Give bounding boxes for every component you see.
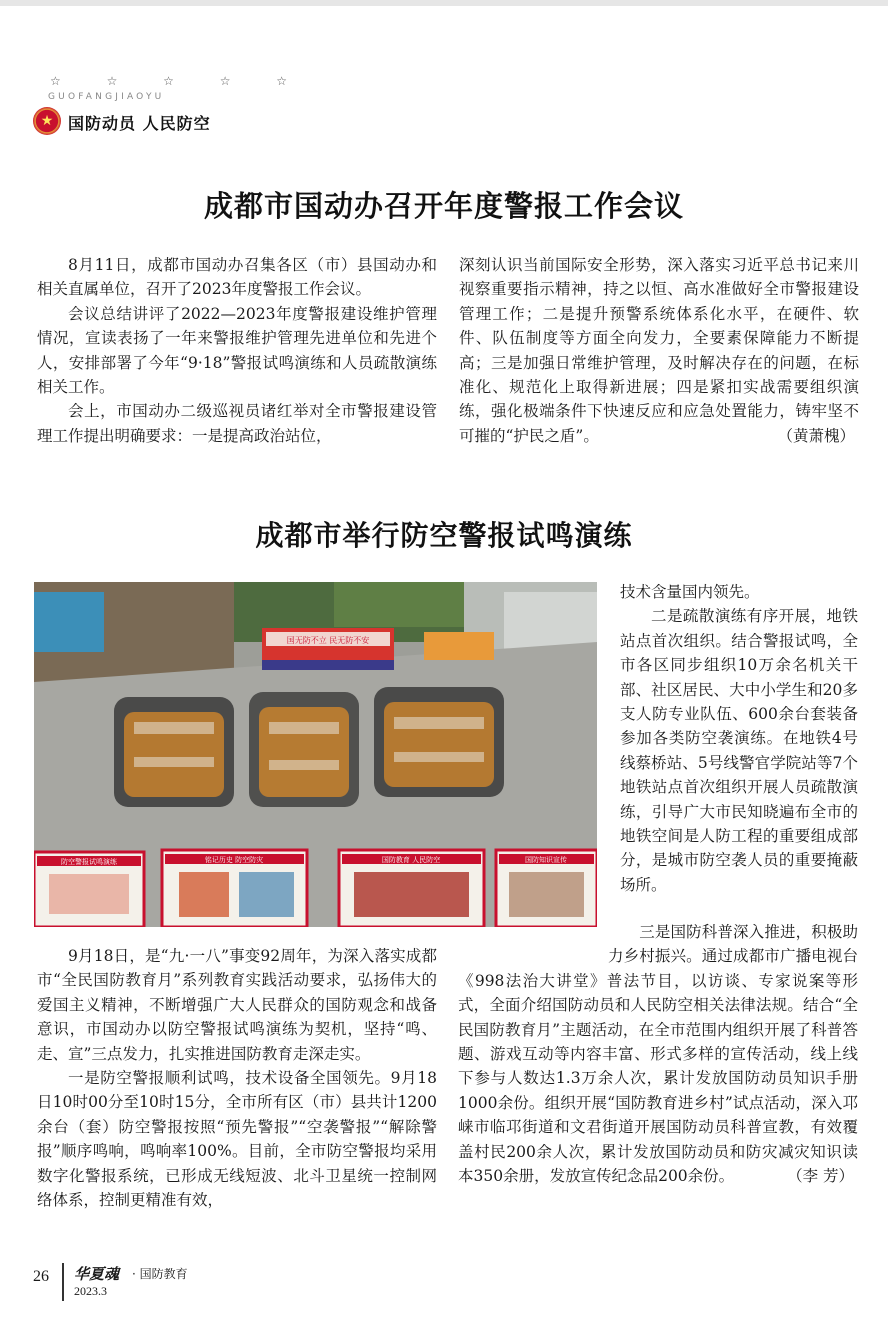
- article1-left-column: [37, 253, 437, 448]
- top-edge-strip: [0, 0, 888, 6]
- article2-author: （李 芳）: [787, 1167, 854, 1186]
- article2-right-top-column: [620, 580, 858, 897]
- article2-paragraph-continued: 技术含量国内领先。: [620, 583, 760, 601]
- drill-event-photo: [34, 582, 597, 927]
- magazine-name: 华夏魂: [74, 1265, 120, 1283]
- board-title: 防空警报试鸣演练: [61, 858, 117, 866]
- article1-paragraph: 8月11日，成都市国动办召集各区（市）县国动办和相关直属单位，召开了2023年度警报工作会议。: [37, 256, 437, 299]
- article1-continued-text: 深刻认识当前国际安全形势，深入落实习近平总书记来川视察重要指示精神，持之以恒、高水准做好全市警报建设管理工作；二是提升预警系统体系化水平，在硬件、软件、队伍制度等方面全向发力，全要素保障能力不断提高；三是加强日常维护管理，及时解决存在的问题，在标准化、规范化上取得新进展；四是紧扣实战需要组织演练，强化极端条件下快速反应和应急处置能力，铸牢坚不可摧的“护民之盾”。: [459, 256, 859, 445]
- footer-divider: [62, 1263, 64, 1301]
- header-pinyin: GUOFANGJIAOYU: [48, 92, 165, 102]
- article2-title: 成都市举行防空警报试鸣演练: [255, 519, 633, 552]
- article1-author: （黄萧槐）: [777, 426, 855, 445]
- magazine-section: · 国防教育: [132, 1267, 188, 1281]
- article2-paragraph-text: 积极助力乡村振兴。通过成都市广播电视台《998法治大讲堂》普法节目，以访谈、专家说案等形式，全面介绍国防动员和人民防空相关法律法规。结合“全民国防教育月”主题活动，在全市范围内组织开展了科普答题、游戏互动等内容丰富、形式多样的宣传活动，线上线下参与人数达1.3万余人次，累计发放国防动员知识手册1000余份。组织开展“国防教育进乡村”试点活动，深入邛崃市临邛街道和文君街道开展国防动员科普宣教，有效覆盖村民200余人次，累计发放国防动员和防灾减灾知识读本350余册，发放宣传纪念品200余份。: [458, 923, 858, 1186]
- wrap-spacer: [458, 920, 608, 968]
- header-stars: ☆ ☆ ☆ ☆ ☆: [50, 74, 309, 88]
- national-defense-emblem-icon: ★: [33, 107, 61, 135]
- article2-right-bottom-column: [458, 920, 858, 1188]
- article1-paragraph-continued: [459, 253, 859, 448]
- article2-paragraph-lead: 三是国防科普深入推进，: [608, 923, 812, 941]
- article2-paragraph: 二是疏散演练有序开展，地铁站点首次组织。结合警报试鸣，全市各区同步组织10万余名机关干部、社区居民、大中小学生和20多支人防专业队伍、600余台套装备参加各类防空袭演练。在地铁4号线蔡桥站、5号线警官学院站等7个地铁站点首次组织开展人员疏散演练，引导广大市民知晓遍布全市的地铁空间是人防工程的重要组成部分，是城市防空袭人员的重要掩蔽场所。: [620, 607, 858, 894]
- section-label: 国防动员 人民防空: [68, 114, 211, 133]
- board-title: 国防知识宣传: [525, 856, 567, 864]
- board-title: 国防教育 人民防空: [381, 856, 441, 864]
- stage-banner-text: 国无防不立 民无防不安: [286, 636, 370, 645]
- article2-paragraph: 一是防空警报顺利试鸣，技术设备全国领先。9月18日10时00分至10时15分，全市所有区（市）县共计1200余台（套）防空警报按照“预先警报”“空袭警报”“解除警报”顺序鸣响，鸣响率100%。目前，全市防空警报均采用数字化警报系统，已形成无线短波、北斗卫星统一控制网络体系，控制更精准有效，: [37, 1069, 437, 1210]
- article2-left-column: [37, 944, 437, 1212]
- issue-date: 2023.3: [74, 1284, 107, 1298]
- page-number: 26: [33, 1268, 49, 1285]
- article1-paragraph: 会议总结讲评了2022—2023年度警报建设维护管理情况，宣读表扬了一年来警报维护管理先进单位和先进个人，安排部署了今年“9·18”警报试鸣演练和人员疏散演练相关工作。: [37, 304, 437, 397]
- article1-title: 成都市国动办召开年度警报工作会议: [203, 189, 684, 223]
- article1-right-column: [459, 253, 859, 448]
- article2-paragraph: 9月18日，是“九·一八”事变92周年，为深入落实成都市“全民国防教育月”系列教育实践活动要求，弘扬伟大的爱国主义精神，不断增强广大人民群众的国防观念和战备意识，市国动办以防空警报试鸣演练为契机，坚持“鸣、走、宣”三点发力，扎实推进国防教育走深走实。: [37, 947, 437, 1063]
- board-title: 铭记历史 防空防灾: [204, 856, 264, 864]
- article1-paragraph: 会上，市国动办二级巡视员诸红举对全市警报建设管理工作提出明确要求：一是提高政治站位，: [37, 402, 437, 445]
